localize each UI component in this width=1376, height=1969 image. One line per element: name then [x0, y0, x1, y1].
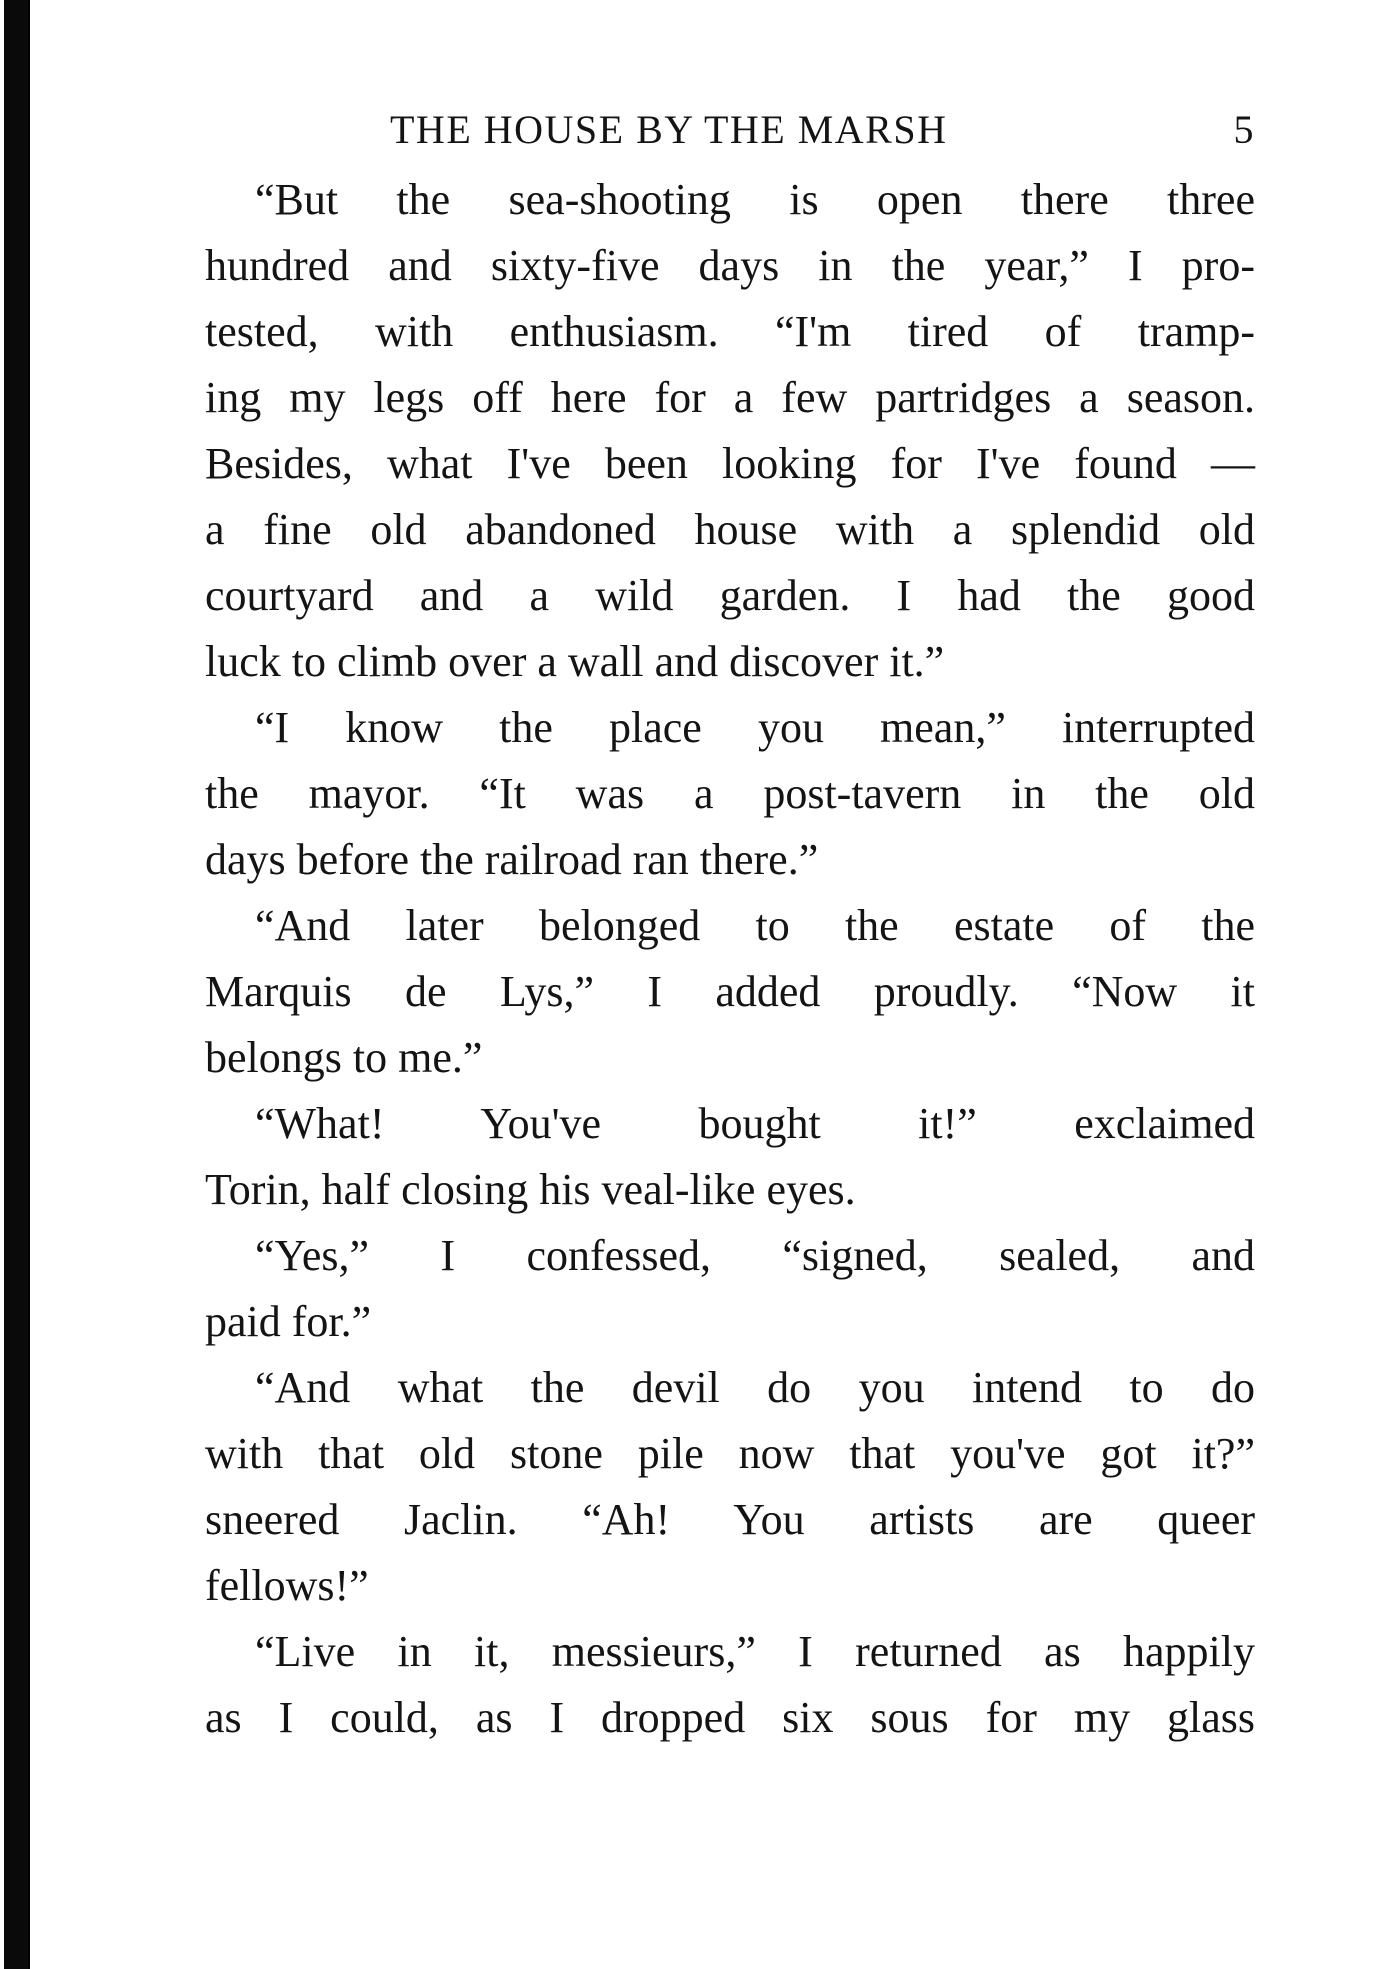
paragraph — [205, 695, 1255, 893]
text-line: with that old stone pile now that you've got it?” — [205, 1429, 1255, 1478]
text-line: Marquis de Lys,” I added proudly. “Now it — [205, 967, 1255, 1016]
paragraph — [205, 893, 1255, 1091]
paragraph — [205, 1619, 1255, 1751]
text-line: tested, with enthusiasm. “I'm tired of tramp- — [205, 307, 1255, 356]
running-head — [205, 100, 1255, 162]
page-number: 5 — [1233, 107, 1255, 152]
text-line: fellows!” — [205, 1561, 369, 1610]
text-line: “And later belonged to the estate of the — [255, 901, 1255, 950]
text-line: the mayor. “It was a post-tavern in the old — [205, 769, 1255, 818]
text-line: “What! You've bought it!” exclaimed — [255, 1099, 1255, 1148]
book-page — [205, 100, 1255, 1751]
paragraph — [205, 1223, 1255, 1355]
text-line: belongs to me.” — [205, 1033, 483, 1082]
text-line: days before the railroad ran there.” — [205, 835, 819, 884]
running-head-title: THE HOUSE BY THE MARSH — [390, 107, 948, 152]
body-text — [205, 167, 1255, 1751]
paragraph — [205, 167, 1255, 695]
text-line: ing my legs off here for a few partridges a season. — [205, 373, 1255, 422]
binding-shadow — [4, 0, 30, 1969]
text-line: courtyard and a wild garden. I had the good — [205, 571, 1255, 620]
text-line: “But the sea-shooting is open there three — [255, 175, 1255, 224]
text-line: paid for.” — [205, 1297, 372, 1346]
text-line: as I could, as I dropped six sous for my glass — [205, 1693, 1255, 1742]
text-line: “Yes,” I confessed, “signed, sealed, and — [255, 1231, 1255, 1280]
paragraph — [205, 1355, 1255, 1619]
text-line: sneered Jaclin. “Ah! You artists are queer — [205, 1495, 1255, 1544]
text-line: Besides, what I've been looking for I've found — — [205, 439, 1255, 488]
text-line: Torin, half closing his veal-like eyes. — [205, 1165, 856, 1214]
text-line: luck to climb over a wall and discover it.” — [205, 637, 945, 686]
text-line: hundred and sixty-five days in the year,” I pro- — [205, 241, 1255, 290]
text-line: “Live in it, messieurs,” I returned as happily — [255, 1627, 1255, 1676]
text-line: a fine old abandoned house with a splendid old — [205, 505, 1255, 554]
book-binding-edge — [0, 0, 40, 1969]
text-line: “And what the devil do you intend to do — [255, 1363, 1255, 1412]
text-line: “I know the place you mean,” interrupted — [255, 703, 1255, 752]
paragraph — [205, 1091, 1255, 1223]
